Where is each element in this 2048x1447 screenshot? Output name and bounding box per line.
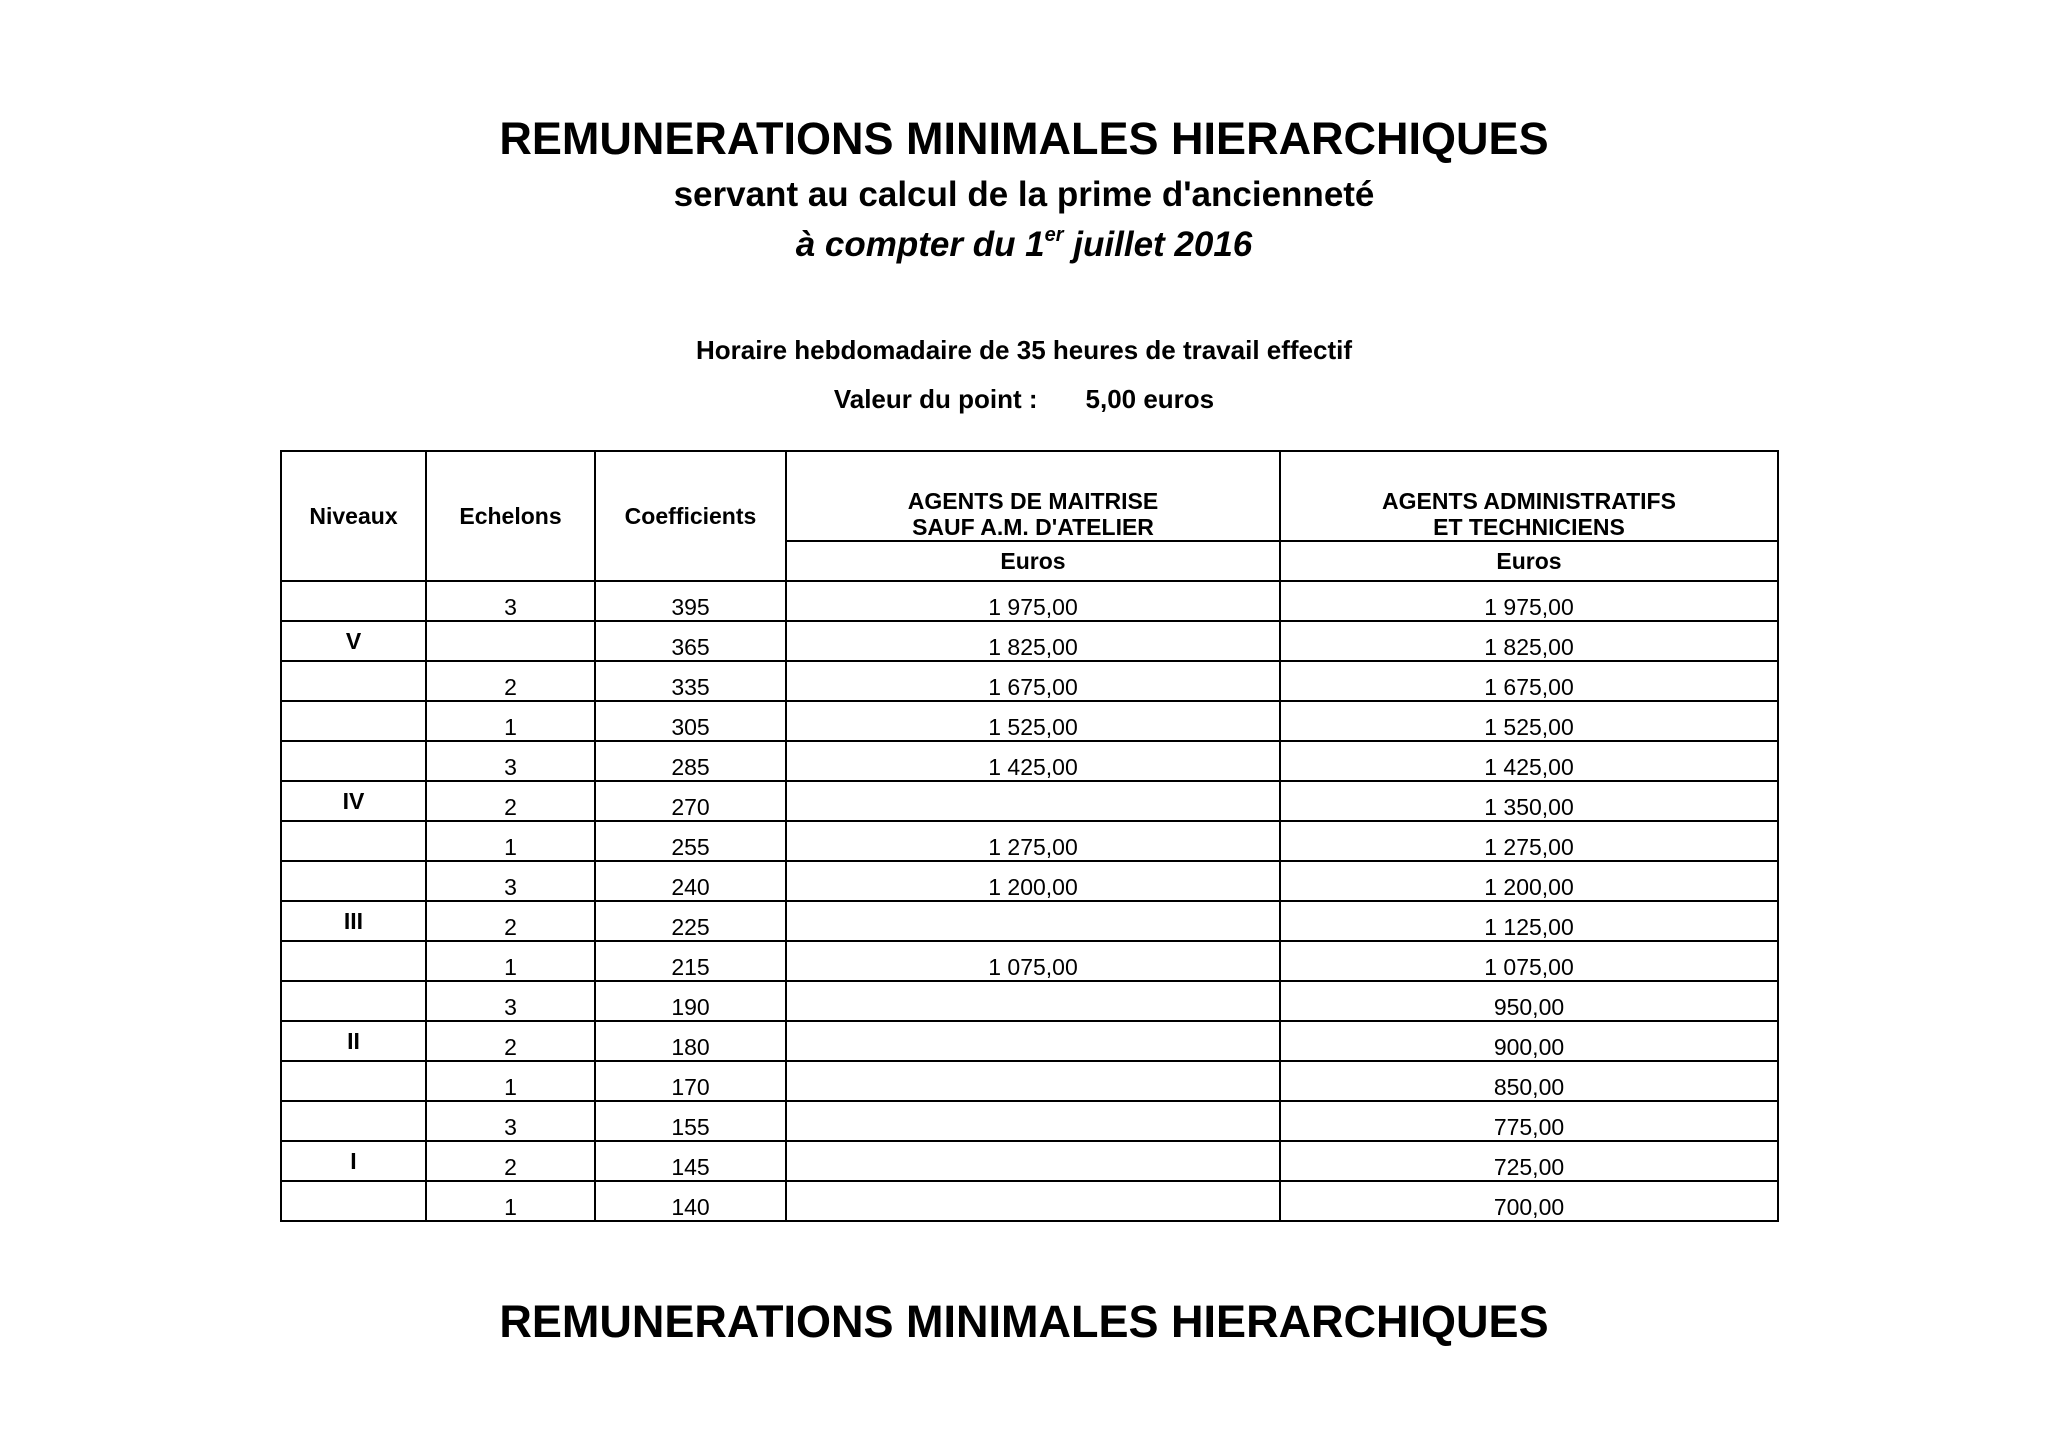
cell-echelon: 2 — [426, 1141, 595, 1181]
cell-admin-amount: 1 075,00 — [1280, 941, 1778, 981]
cell-niveau — [281, 861, 426, 901]
cell-echelon: 3 — [426, 861, 595, 901]
page-subtitle: servant au calcul de la prime d'ancienneté — [673, 175, 1375, 214]
cell-maitrise-amount — [786, 781, 1280, 821]
cell-coefficient: 240 — [595, 861, 786, 901]
cell-admin-amount: 1 125,00 — [1280, 901, 1778, 941]
point-value-label: Valeur du point : — [833, 384, 1038, 414]
point-value-amount: 5,00 euros — [1085, 384, 1215, 414]
cell-admin-amount: 725,00 — [1280, 1141, 1778, 1181]
cell-coefficient: 225 — [595, 901, 786, 941]
header-agents-maitrise-line1: AGENTS DE MAITRISE — [907, 488, 1159, 514]
cell-coefficient: 180 — [595, 1021, 786, 1061]
cell-echelon: 1 — [426, 1061, 595, 1101]
page-title: REMUNERATIONS MINIMALES HIERARCHIQUES — [499, 113, 1549, 164]
cell-niveau — [281, 581, 426, 621]
cell-echelon: 3 — [426, 581, 595, 621]
table-row — [281, 941, 1778, 981]
cell-maitrise-amount: 1 975,00 — [786, 581, 1280, 621]
cell-niveau — [281, 1181, 426, 1221]
cell-maitrise-amount — [786, 1181, 1280, 1221]
table-row — [281, 981, 1778, 1021]
cell-admin-amount: 850,00 — [1280, 1061, 1778, 1101]
cell-niveau: V — [281, 621, 426, 661]
cell-niveau — [281, 981, 426, 1021]
cell-coefficient: 285 — [595, 741, 786, 781]
cell-admin-amount: 1 675,00 — [1280, 661, 1778, 701]
cell-admin-amount: 700,00 — [1280, 1181, 1778, 1221]
cell-echelon — [426, 621, 595, 661]
cell-admin-amount: 1 275,00 — [1280, 821, 1778, 861]
table-header-row — [281, 451, 1778, 541]
table-row — [281, 861, 1778, 901]
cell-admin-amount: 1 975,00 — [1280, 581, 1778, 621]
cell-niveau — [281, 701, 426, 741]
cell-maitrise-amount: 1 075,00 — [786, 941, 1280, 981]
cell-admin-amount: 950,00 — [1280, 981, 1778, 1021]
cell-admin-amount: 1 200,00 — [1280, 861, 1778, 901]
cell-coefficient: 145 — [595, 1141, 786, 1181]
cell-coefficient: 215 — [595, 941, 786, 981]
table-row — [281, 621, 1778, 661]
header-niveaux: Niveaux — [281, 451, 426, 581]
cell-maitrise-amount: 1 425,00 — [786, 741, 1280, 781]
point-value — [0, 384, 2048, 414]
cell-echelon: 2 — [426, 901, 595, 941]
cell-maitrise-amount: 1 200,00 — [786, 861, 1280, 901]
header-unit-admin: Euros — [1280, 541, 1778, 581]
table-row — [281, 661, 1778, 701]
cell-maitrise-amount: 1 275,00 — [786, 821, 1280, 861]
table-row — [281, 901, 1778, 941]
cell-niveau: I — [281, 1141, 426, 1181]
cell-niveau: III — [281, 901, 426, 941]
cell-admin-amount: 1 525,00 — [1280, 701, 1778, 741]
cell-admin-amount: 1 350,00 — [1280, 781, 1778, 821]
effective-date-prefix: à compter du 1 — [795, 225, 1045, 264]
cell-maitrise-amount — [786, 1021, 1280, 1061]
table-row — [281, 1061, 1778, 1101]
cell-admin-amount: 1 825,00 — [1280, 621, 1778, 661]
cell-echelon: 2 — [426, 781, 595, 821]
cell-coefficient: 365 — [595, 621, 786, 661]
cell-niveau — [281, 741, 426, 781]
cell-admin-amount: 775,00 — [1280, 1101, 1778, 1141]
header-agents-maitrise — [786, 451, 1280, 541]
cell-admin-amount: 900,00 — [1280, 1021, 1778, 1061]
cell-niveau — [281, 1061, 426, 1101]
cell-niveau: II — [281, 1021, 426, 1061]
cell-echelon: 3 — [426, 981, 595, 1021]
cell-echelon: 2 — [426, 661, 595, 701]
cell-admin-amount: 1 425,00 — [1280, 741, 1778, 781]
header-echelons: Echelons — [426, 451, 595, 581]
cell-coefficient: 395 — [595, 581, 786, 621]
cell-coefficient: 170 — [595, 1061, 786, 1101]
salary-table — [280, 450, 1779, 1222]
table-row — [281, 821, 1778, 861]
cell-coefficient: 190 — [595, 981, 786, 1021]
cell-niveau: IV — [281, 781, 426, 821]
header-coefficients: Coefficients — [595, 451, 786, 581]
cell-coefficient: 270 — [595, 781, 786, 821]
cell-maitrise-amount: 1 525,00 — [786, 701, 1280, 741]
cell-coefficient: 305 — [595, 701, 786, 741]
cell-coefficient: 140 — [595, 1181, 786, 1221]
cell-maitrise-amount — [786, 981, 1280, 1021]
table-row — [281, 1181, 1778, 1221]
cell-maitrise-amount — [786, 901, 1280, 941]
table-row — [281, 741, 1778, 781]
cell-niveau — [281, 1101, 426, 1141]
weekly-hours-note: Horaire hebdomadaire de 35 heures de travail effectif — [695, 335, 1353, 365]
cell-echelon: 2 — [426, 1021, 595, 1061]
cell-echelon: 1 — [426, 701, 595, 741]
header-unit-maitrise: Euros — [786, 541, 1280, 581]
cell-echelon: 1 — [426, 821, 595, 861]
bottom-title: REMUNERATIONS MINIMALES HIERARCHIQUES — [499, 1296, 1549, 1347]
header-agents-admin-line2: ET TECHNICIENS — [1433, 514, 1625, 540]
header-agents-admin — [1280, 451, 1778, 541]
cell-maitrise-amount — [786, 1101, 1280, 1141]
cell-echelon: 3 — [426, 1101, 595, 1141]
table-row — [281, 1141, 1778, 1181]
effective-date-superscript: er — [1044, 224, 1064, 246]
cell-maitrise-amount — [786, 1141, 1280, 1181]
header-agents-maitrise-line2: SAUF A.M. D'ATELIER — [912, 514, 1154, 540]
cell-niveau — [281, 821, 426, 861]
table-row — [281, 781, 1778, 821]
table-row — [281, 1021, 1778, 1061]
cell-echelon: 1 — [426, 941, 595, 981]
effective-date-suffix: juillet 2016 — [1063, 225, 1253, 264]
cell-niveau — [281, 661, 426, 701]
header-agents-admin-line1: AGENTS ADMINISTRATIFS — [1382, 488, 1676, 514]
cell-echelon: 1 — [426, 1181, 595, 1221]
table-row — [281, 581, 1778, 621]
cell-niveau — [281, 941, 426, 981]
cell-maitrise-amount: 1 825,00 — [786, 621, 1280, 661]
cell-maitrise-amount: 1 675,00 — [786, 661, 1280, 701]
effective-date — [0, 225, 2048, 265]
cell-coefficient: 155 — [595, 1101, 786, 1141]
cell-maitrise-amount — [786, 1061, 1280, 1101]
table-row — [281, 701, 1778, 741]
cell-coefficient: 255 — [595, 821, 786, 861]
cell-coefficient: 335 — [595, 661, 786, 701]
cell-echelon: 3 — [426, 741, 595, 781]
table-row — [281, 1101, 1778, 1141]
